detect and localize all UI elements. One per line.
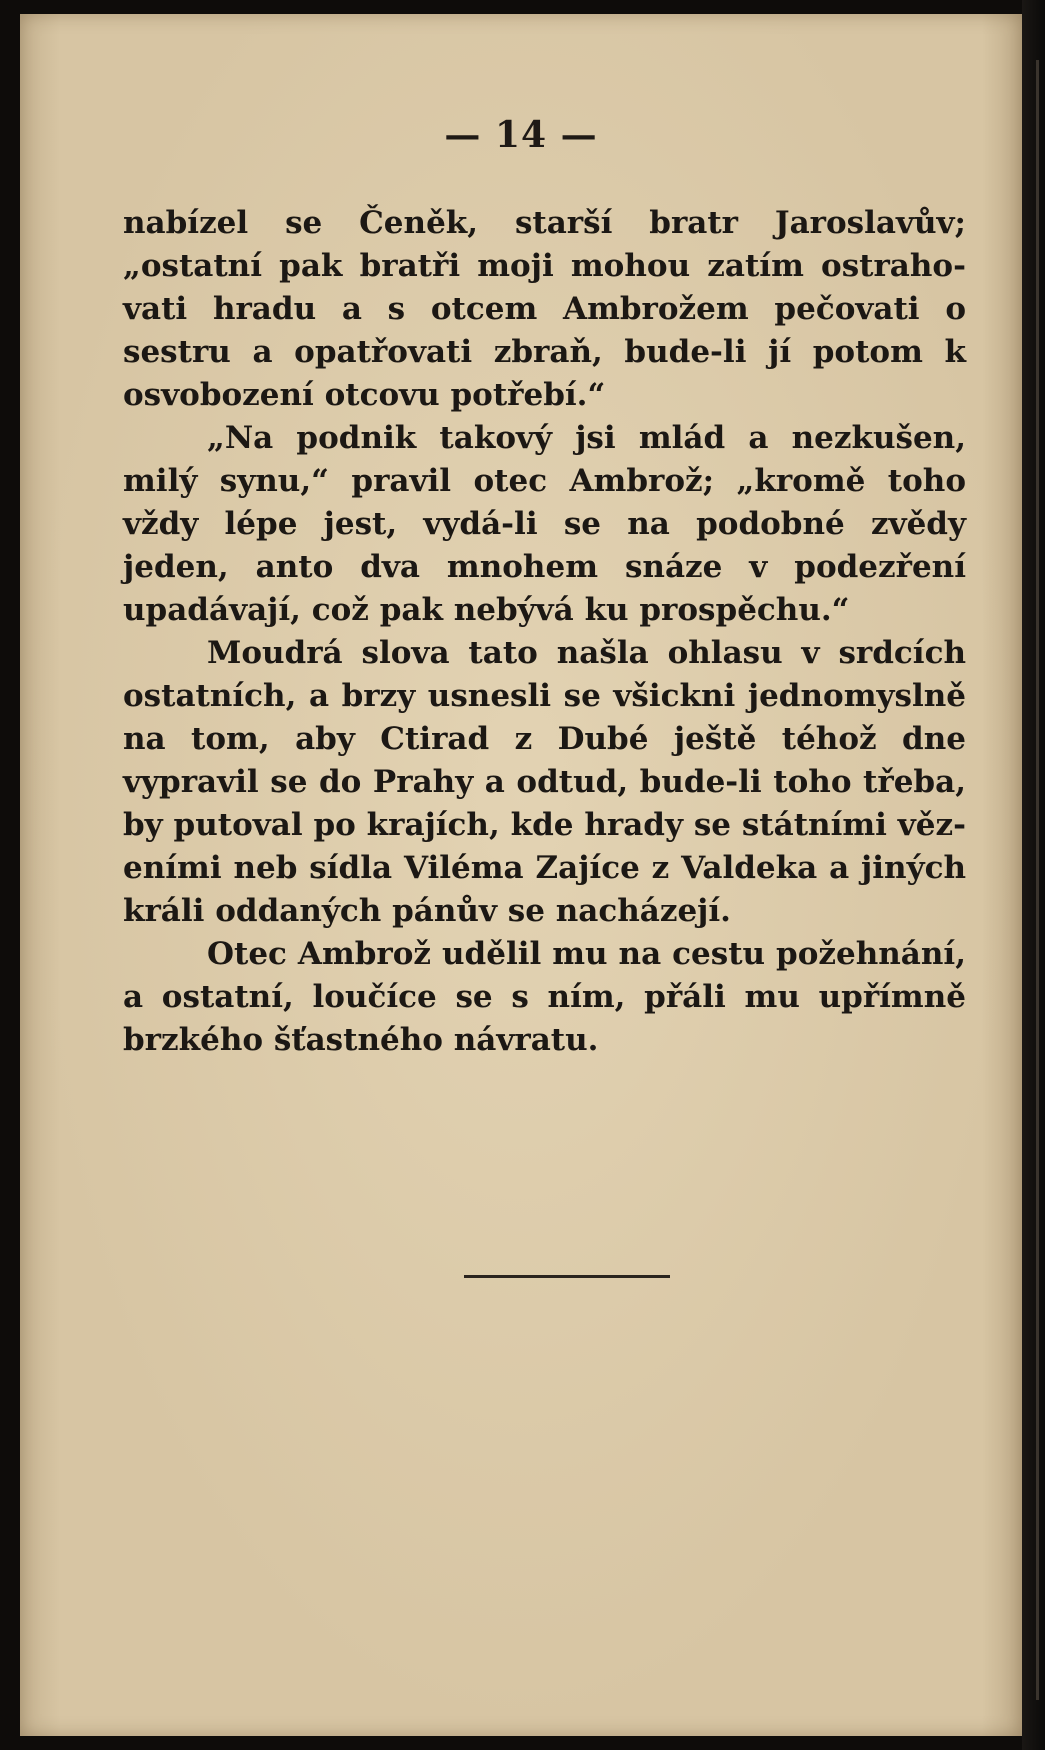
body-text xyxy=(123,202,966,1062)
section-divider xyxy=(464,1275,670,1278)
paragraph-2: „Na podnik takový jsi mlád a nezkušen, milý synu,“ pravil otec Ambrož; „kromě toho vždy lépe jest, vydá-li se na podobné zvědy jeden, anto dva mnohem snáze v podezření upadávají, což pak nebývá ku prospěchu.“ xyxy=(123,420,966,628)
paragraph-4: Otec Ambrož udělil mu na cestu požehnání, a ostatní, loučíce se s ním, přáli mu upřímně brzkého šťastného návratu. xyxy=(123,936,966,1058)
paragraph-1: nabízel se Čeněk, starší bratr Jaroslavův; „ostatní pak bratři moji mohou zatím ostrahovati hradu a s otcem Ambrožem pečovati o sestru a opatřovati zbraň, bude-li jí potom k osvobození otcovu potřebí.“ xyxy=(123,205,966,413)
book-page xyxy=(20,14,1022,1736)
binding-line xyxy=(1036,60,1039,1700)
page-number: — 14 — xyxy=(444,114,598,156)
book-spine-edge xyxy=(1022,0,1045,1750)
paragraph-3: Moudrá slova tato našla ohlasu v srdcích ostatních, a brzy usnesli se všickni jednomyslně na tom, aby Ctirad z Dubé ještě téhož dne vypravil se do Prahy a odtud, bude-li toho třeba, by putoval po krajích, kde hrady se státními vězeními neb sídla Viléma Zajíce z Valdeka a jiných králi oddaných pánův se nacházejí. xyxy=(123,635,966,929)
